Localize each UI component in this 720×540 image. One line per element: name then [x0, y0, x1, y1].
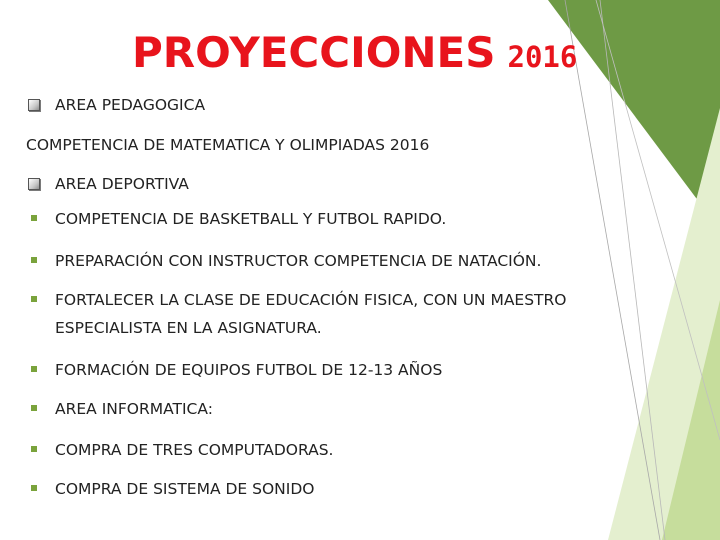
- list-item-text: COMPRA DE TRES COMPUTADORAS.: [55, 441, 334, 459]
- square-bullet-icon: [31, 485, 37, 491]
- checkbox-bullet-icon: [28, 99, 40, 111]
- list-item-text: AREA DEPORTIVA: [55, 175, 189, 193]
- list-item-text: COMPETENCIA DE BASKETBALL Y FUTBOL RAPIDO.: [55, 210, 447, 228]
- list-item-text: AREA INFORMATICA:: [55, 400, 213, 418]
- list-item-text: COMPRA DE SISTEMA DE SONIDO: [55, 480, 315, 498]
- list-item-text: COMPETENCIA DE MATEMATICA Y OLIMPIADAS 2016: [26, 136, 430, 154]
- slide-title: [132, 28, 577, 77]
- square-bullet-icon: [31, 405, 37, 411]
- list-item-text: AREA PEDAGOGICA: [55, 96, 206, 114]
- square-bullet-icon: [31, 446, 37, 452]
- list-item-text: ESPECIALISTA EN LA ASIGNATURA.: [55, 319, 322, 337]
- checkbox-bullet-icon: [28, 178, 40, 190]
- title-year: 2016: [507, 40, 578, 74]
- list-item-text: FORMACIÓN DE EQUIPOS FUTBOL DE 12-13 AÑOS: [55, 361, 443, 379]
- square-bullet-icon: [31, 296, 37, 302]
- square-bullet-icon: [31, 257, 37, 263]
- list-item-text: FORTALECER LA CLASE DE EDUCACIÓN FISICA, CON UN MAESTRO: [55, 291, 567, 309]
- square-bullet-icon: [31, 215, 37, 221]
- square-bullet-icon: [31, 366, 37, 372]
- list-item-text: PREPARACIÓN CON INSTRUCTOR COMPETENCIA DE NATACIÓN.: [55, 252, 542, 270]
- title-text: PROYECCIONES: [132, 28, 496, 77]
